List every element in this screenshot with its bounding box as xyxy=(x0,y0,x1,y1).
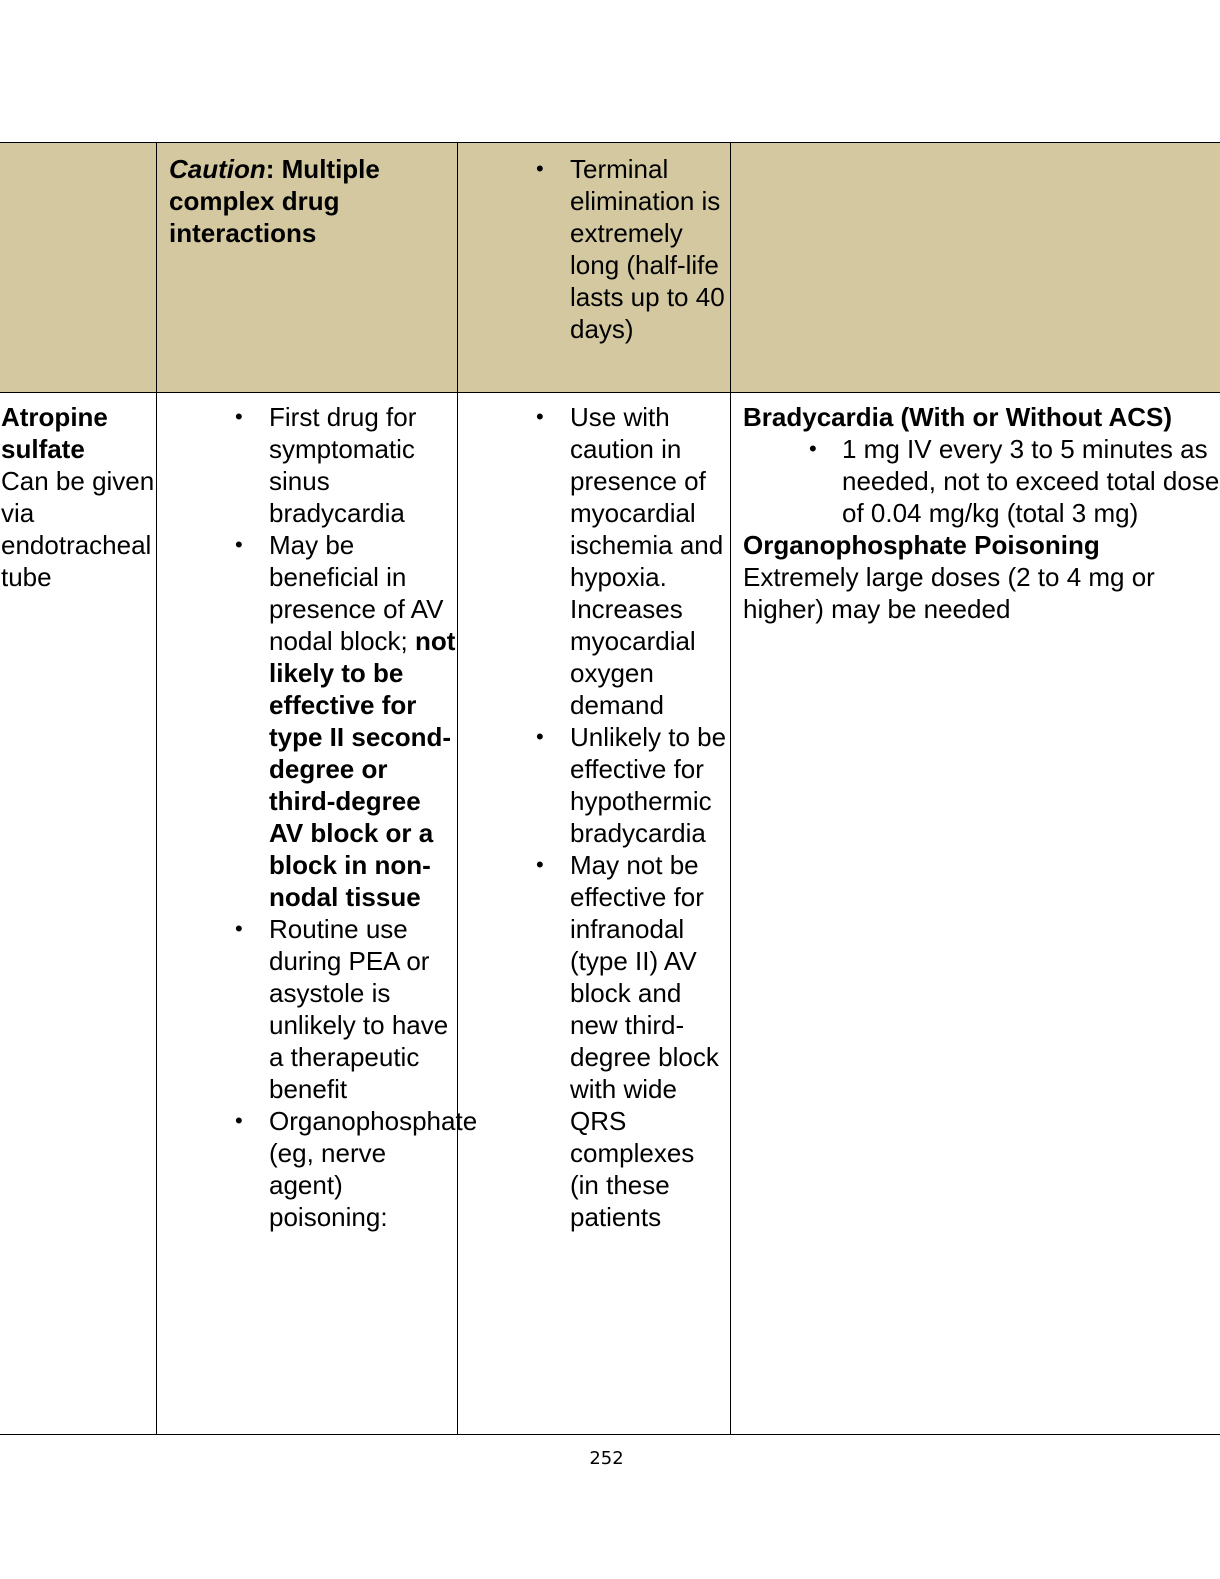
list-item: • Routine use during PEA or asystole is unlikely to have a therapeutic benefit xyxy=(157,913,457,1105)
route-note: Can be given via endotracheal tube xyxy=(1,466,155,592)
caution-label: Caution xyxy=(169,154,266,184)
precautions-cell-top xyxy=(458,143,731,393)
dosage-list xyxy=(743,433,1220,529)
page-number: 252 xyxy=(589,1448,624,1469)
list-item: • Organophosphate (eg, nerve agent) poisoning: xyxy=(157,1105,457,1233)
drug-name-cell xyxy=(0,393,157,1435)
drug-table xyxy=(0,142,1220,1435)
precautions-list xyxy=(458,401,730,1233)
dosage-text-organophosphate: Extremely large doses (2 to 4 mg or higher) may be needed xyxy=(743,562,1155,624)
indication-text: May be beneficial in presence of AV nodal block; xyxy=(269,530,444,656)
list-item: • Unlikely to be effective for hypothermic bradycardia xyxy=(458,721,730,849)
indication-cell-caution xyxy=(157,143,458,393)
indications-list xyxy=(157,401,478,1233)
dosage-heading-bradycardia: Bradycardia (With or Without ACS) xyxy=(743,402,1173,432)
list-item: • First drug for symptomatic sinus bradycardia xyxy=(157,401,457,529)
table-row-continuation xyxy=(0,143,1220,393)
drug-name-cell-empty xyxy=(0,143,157,393)
table-row-atropine xyxy=(0,393,1220,1435)
list-item: • May not be effective for infranodal (type II) AV block and new third-degree block with wide QRS complexes (in these patients xyxy=(458,849,730,1233)
indication-warning: not likely to be effective for type II second-degree or third-degree AV block or a block in non-nodal tissue xyxy=(269,626,456,912)
drug-name: Atropine sulfate xyxy=(1,402,108,464)
indications-cell xyxy=(157,393,478,1435)
list-item xyxy=(157,529,457,913)
list-item: • Use with caution in presence of myocardial ischemia and hypoxia. Increases myocardial oxygen demand xyxy=(458,401,730,721)
dosage-cell-empty xyxy=(731,143,1220,393)
precautions-list-top xyxy=(458,153,726,345)
list-item: • Terminal elimination is extremely long (half-life lasts up to 40 days) xyxy=(458,153,726,345)
caution-text: : Multiple complex drug interactions xyxy=(169,154,380,248)
dosage-heading-organophosphate: Organophosphate Poisoning xyxy=(743,530,1100,560)
precautions-cell xyxy=(458,393,731,1435)
list-item: • 1 mg IV every 3 to 5 minutes as needed, not to exceed total dose of 0.04 mg/kg (total 3 mg) xyxy=(743,433,1220,529)
dosage-cell xyxy=(731,393,1220,1435)
